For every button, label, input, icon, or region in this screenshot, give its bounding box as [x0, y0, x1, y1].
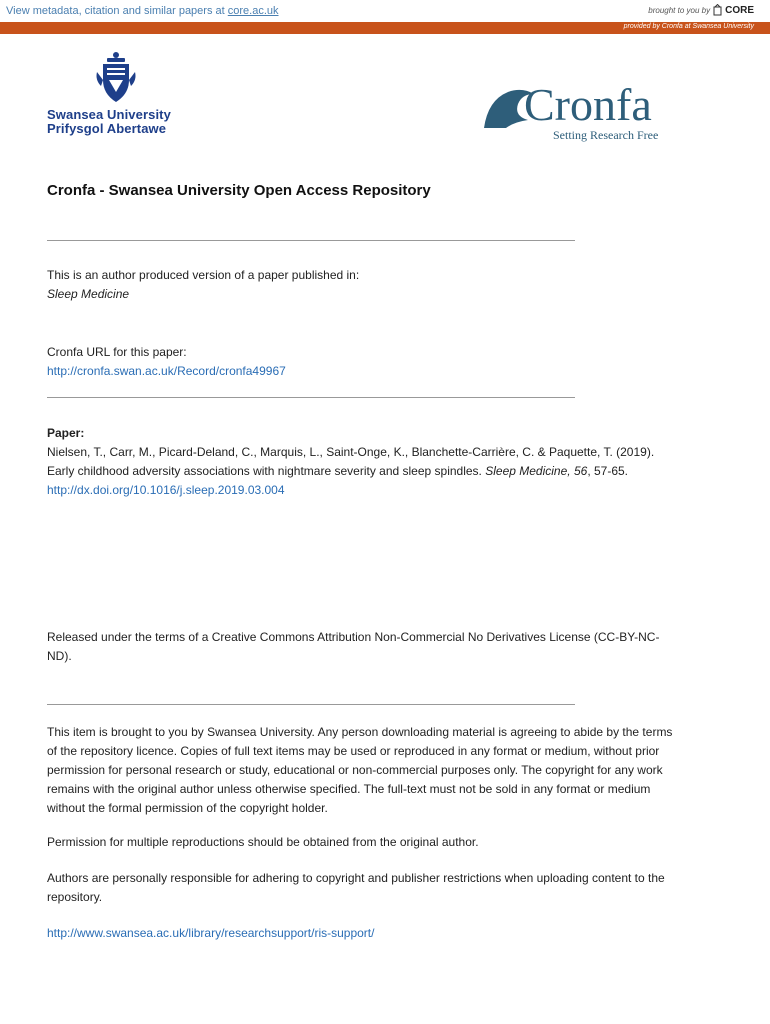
- core-metadata-text: [6, 5, 279, 17]
- brought-by-label: brought to you by: [648, 5, 711, 15]
- cronfa-tagline: Setting Research Free: [553, 128, 659, 142]
- provider-bar: [0, 22, 770, 34]
- terms-line-1: This item is brought to you by Swansea University. Any person downloading material is agreeing to abide by the terms: [47, 725, 673, 739]
- terms-line-5: without the formal permission of the copyright holder.: [47, 801, 328, 815]
- cronfa-wordmark: Cronfa: [524, 79, 652, 130]
- divider-2: [47, 397, 575, 398]
- terms-block: [47, 723, 737, 818]
- intro-text: This is an author produced version of a paper published in:: [47, 268, 360, 282]
- core-brought-by: [648, 4, 754, 16]
- core-banner: [0, 0, 770, 22]
- core-icon: [713, 4, 722, 16]
- doi-link[interactable]: http://dx.doi.org/10.1016/j.sleep.2019.03.004: [47, 483, 285, 497]
- url-label: Cronfa URL for this paper:: [47, 345, 187, 359]
- permission-text: Permission for multiple reproductions should be obtained from the original author.: [47, 835, 479, 849]
- core-link[interactable]: core.ac.uk: [227, 5, 279, 17]
- university-name-welsh: Prifysgol Abertawe: [47, 121, 167, 136]
- paper-journal: Sleep Medicine, 56: [485, 464, 588, 478]
- authors-resp-line-2: repository.: [47, 890, 103, 904]
- university-name-english: Swansea University: [47, 107, 171, 122]
- intro-journal: Sleep Medicine: [47, 287, 130, 301]
- paper-heading: Paper:: [47, 426, 85, 440]
- paper-authors: Nielsen, T., Carr, M., Picard-Deland, C., Marquis, L., Saint-Onge, K., Blanchette-Carrière, C. & Paquette, T. (2019).: [47, 445, 655, 459]
- university-crest-icon: [93, 50, 139, 106]
- provided-by-text: provided by Cronfa at Swansea University: [623, 23, 754, 30]
- cronfa-logo: [484, 79, 684, 146]
- paper-block: [47, 424, 737, 500]
- terms-line-2: of the repository licence. Copies of full text items may be used or reproduced in any format or medium, without prior: [47, 744, 660, 758]
- terms-line-3: permission for personal research or study, educational or non-commercial purposes only. The copyright for any work: [47, 763, 663, 777]
- intro-block: [47, 266, 359, 304]
- ris-support-link[interactable]: http://www.swansea.ac.uk/library/researchsupport/ris-support/: [47, 926, 375, 940]
- swansea-university-logo: [47, 50, 187, 140]
- license-line-1: Released under the terms of a Creative Commons Attribution Non-Commercial No Derivatives License (CC-BY-NC-: [47, 630, 660, 644]
- terms-line-4: remains with the original author unless otherwise specified. The full-text must not be sold in any format or medium: [47, 782, 651, 796]
- cronfa-record-link[interactable]: http://cronfa.swan.ac.uk/Record/cronfa49967: [47, 364, 286, 378]
- core-logo-text: CORE: [725, 4, 754, 16]
- divider-1: [47, 240, 575, 241]
- core-metadata-label: View metadata, citation and similar papers at: [6, 5, 225, 17]
- license-block: [47, 628, 737, 666]
- page-title: Cronfa - Swansea University Open Access Repository: [47, 182, 431, 199]
- paper-title-line: [47, 462, 737, 481]
- paper-title: Early childhood adversity associations with nightmare severity and sleep spindles.: [47, 464, 482, 478]
- authors-resp-line-1: Authors are personally responsible for adhering to copyright and publisher restrictions when uploading content to the: [47, 871, 665, 885]
- license-line-2: ND).: [47, 649, 72, 663]
- authors-responsibility-block: [47, 869, 737, 907]
- paper-pages: , 57-65.: [587, 464, 629, 478]
- divider-3: [47, 704, 575, 705]
- url-block: [47, 343, 286, 381]
